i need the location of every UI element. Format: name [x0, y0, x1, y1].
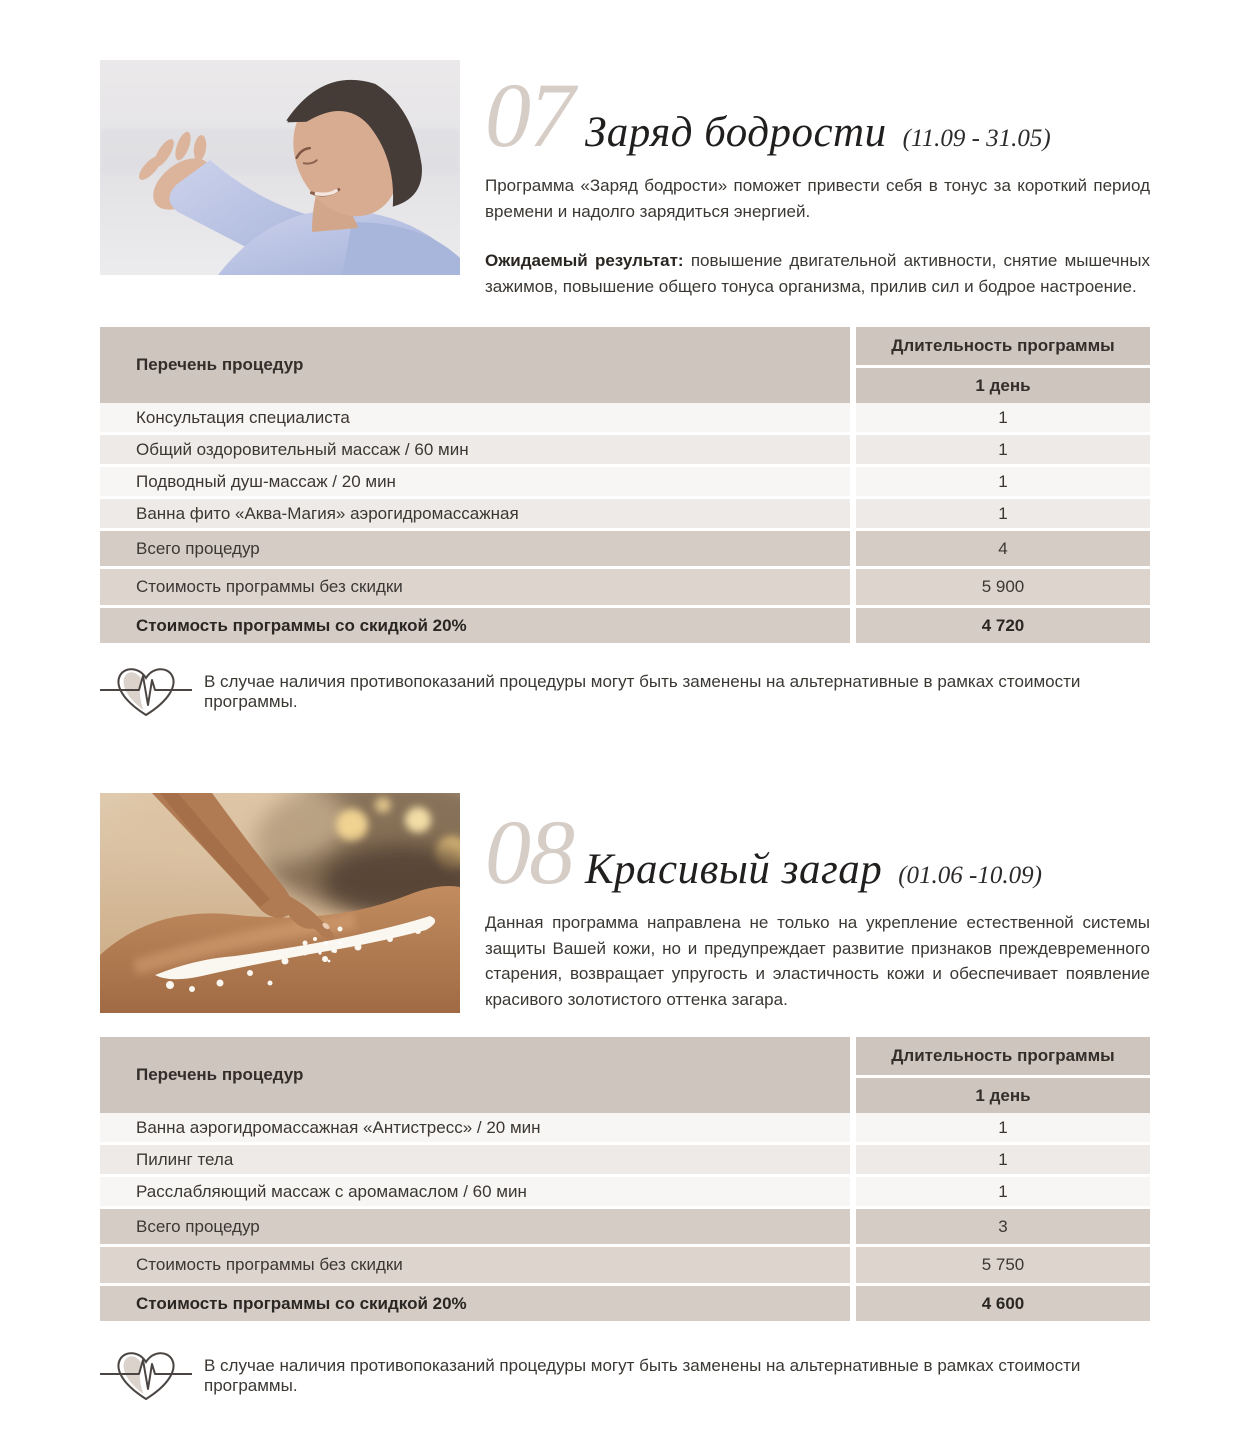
photo-man-arms-outstretched [100, 60, 460, 299]
photo-massage-illustration [100, 793, 460, 1013]
table-row [100, 1144, 1150, 1176]
procedure-value: 4 600 [981, 1293, 1025, 1313]
procedure-value: 4 720 [981, 615, 1025, 635]
table-row [100, 1113, 1150, 1144]
heart-ekg-icon [100, 663, 192, 721]
column-header-procedures: Перечень процедур [100, 1037, 853, 1113]
section-title: Заряд бодрости [585, 109, 887, 156]
table-row [100, 607, 1150, 644]
contraindication-note [100, 1347, 1150, 1405]
procedure-value: 5 750 [853, 1246, 1150, 1285]
section-expected-result [485, 248, 1150, 299]
table-row [100, 1208, 1150, 1246]
table-row [100, 498, 1150, 530]
procedure-label: Стоимость программы без скидки [100, 568, 853, 607]
column-subheader-day: 1 день [853, 1077, 1150, 1114]
section-dates: (01.06 -10.09) [898, 862, 1042, 889]
procedure-value: 3 [853, 1208, 1150, 1246]
procedure-label: Расслабляющий массаж с аромамаслом / 60 мин [100, 1176, 853, 1208]
procedure-label: Общий оздоровительный массаж / 60 мин [100, 434, 853, 466]
table-row [100, 434, 1150, 466]
procedure-label: Ванна фито «Аква-Магия» аэрогидромассажная [100, 498, 853, 530]
column-header-duration: Длительность программы [853, 327, 1150, 367]
procedure-value: 5 900 [853, 568, 1150, 607]
section-head [100, 793, 1150, 1013]
procedure-value: 1 [853, 466, 1150, 498]
section-title: Красивый загар [585, 846, 883, 893]
section-head [100, 60, 1150, 299]
procedure-value: 1 [853, 1144, 1150, 1176]
note-text: В случае наличия противопоказаний процедуры могут быть заменены на альтернативные в рамках стоимости программы. [204, 672, 1081, 711]
column-header-procedures: Перечень процедур [100, 327, 853, 403]
procedures-table [100, 327, 1150, 643]
table-row [100, 1285, 1150, 1322]
procedure-label: Стоимость программы со скидкой 20% [100, 607, 853, 644]
expected-result-label: Ожидаемый результат: [485, 251, 684, 270]
column-header-duration: Длительность программы [853, 1037, 1150, 1077]
program-section-07 [100, 60, 1150, 721]
photo-salt-scrub-massage [100, 793, 460, 1013]
section-intro [485, 793, 1150, 1013]
table-row [100, 1176, 1150, 1208]
photo-man-illustration [100, 60, 460, 275]
procedure-value: 1 [853, 498, 1150, 530]
procedure-value: 1 [853, 1176, 1150, 1208]
note-text: В случае наличия противопоказаний процедуры могут быть заменены на альтернативные в рамках стоимости программы. [204, 1356, 1081, 1395]
table-row [100, 568, 1150, 607]
section-number: 07 [485, 64, 573, 166]
table-row [100, 530, 1150, 568]
procedure-label: Всего процедур [100, 530, 853, 568]
section-description: Программа «Заряд бодрости» поможет привести себя в тонус за короткий период времени и надолго зарядиться энергией. [485, 176, 1150, 221]
section-description: Данная программа направлена не только на укрепление естественной системы защиты Вашей кожи, но и предупреждает развитие признаков преждевременного старения, возвращает упругость и эластичность кожи и обеспечивает появление красивого золотистого оттенка загара. [485, 913, 1150, 1009]
procedure-value: 1 [853, 403, 1150, 434]
procedure-label: Подводный душ-массаж / 20 мин [100, 466, 853, 498]
table-row [100, 1246, 1150, 1285]
heart-ekg-icon [100, 1347, 192, 1405]
table-row [100, 466, 1150, 498]
program-section-08 [100, 793, 1150, 1405]
section-number: 08 [485, 801, 573, 903]
procedure-label: Стоимость программы без скидки [100, 1246, 853, 1285]
section-dates: (11.09 - 31.05) [902, 125, 1051, 152]
procedure-value: 1 [853, 1113, 1150, 1144]
table-row [100, 403, 1150, 434]
procedure-label: Консультация специалиста [100, 403, 853, 434]
contraindication-note [100, 663, 1150, 721]
section-title-row [485, 64, 1150, 166]
procedure-label: Ванна аэрогидромассажная «Антистресс» / 20 мин [100, 1113, 853, 1144]
procedure-label: Пилинг тела [100, 1144, 853, 1176]
column-subheader-day: 1 день [853, 367, 1150, 404]
section-title-row [485, 801, 1150, 903]
procedure-label: Стоимость программы со скидкой 20% [100, 1285, 853, 1322]
section-intro [485, 60, 1150, 299]
expected-result-text: повышение двигательной активности, снятие мышечных зажимов, повышение общего тонуса организма, прилив сил и бодрое настроение. [485, 251, 1150, 296]
procedure-value: 1 [853, 434, 1150, 466]
procedure-label: Всего процедур [100, 1208, 853, 1246]
procedures-table [100, 1037, 1150, 1321]
procedure-value: 4 [853, 530, 1150, 568]
